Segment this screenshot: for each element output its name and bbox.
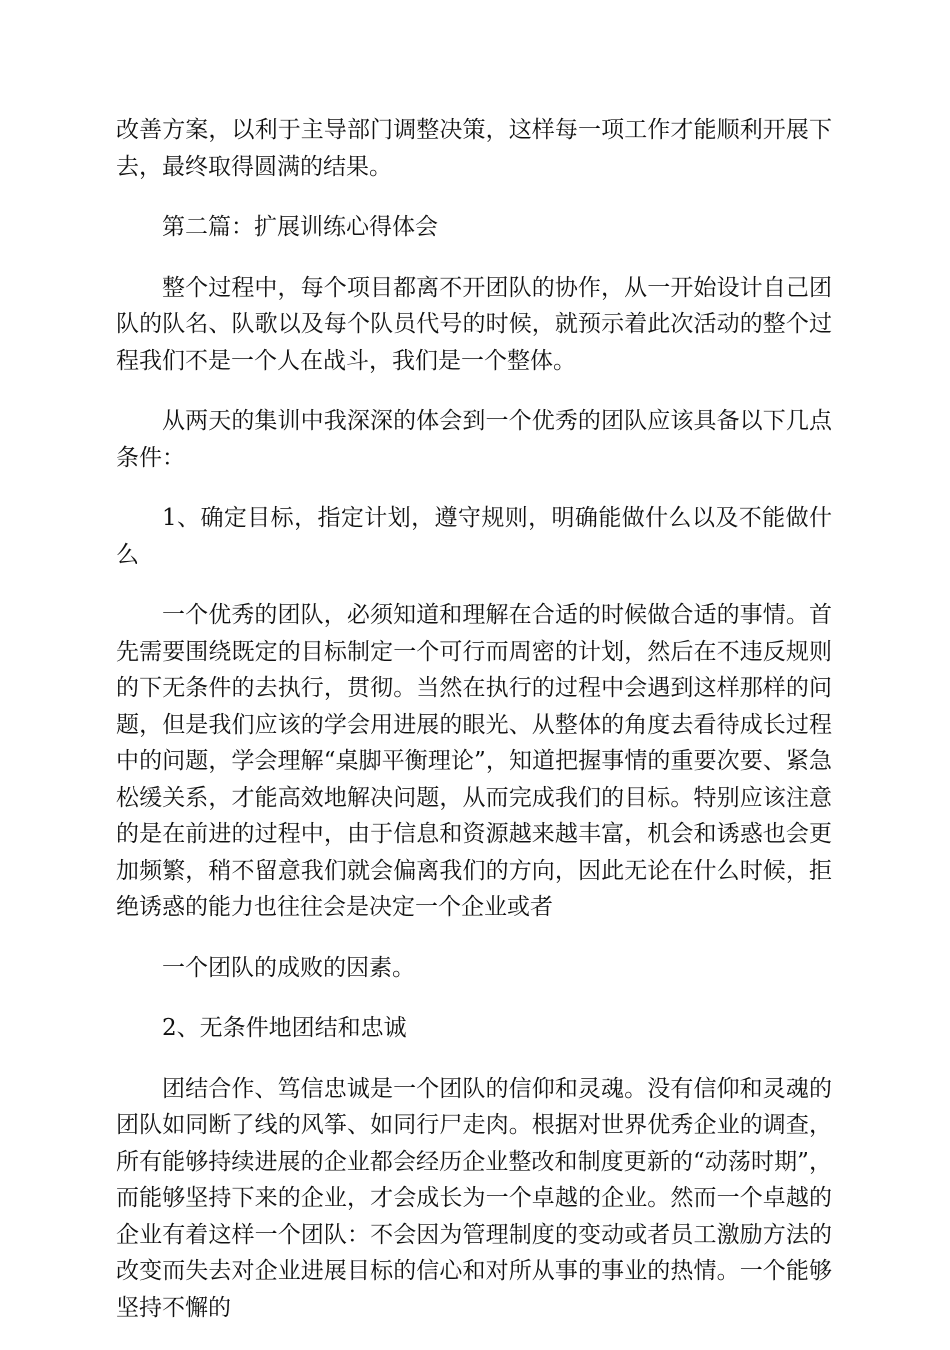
paragraph-intro: 整个过程中，每个项目都离不开团队的协作，从一开始设计自己团队的队名、队歌以及每个队员代号的时候，就预示着此次活动的整个过程我们不是一个人在战斗，我们是一个整体。 xyxy=(116,274,832,374)
section-heading: 第二篇：扩展训练心得体会 xyxy=(162,214,438,240)
paragraph-goals: 一个优秀的团队，必须知道和理解在合适的时候做合适的事情。首先需要围绕既定的目标制定一个可行而周密的计划，然后在不违反规则的下无条件的去执行，贯彻。当然在执行的过程中会遇到这样那样的问题，但是我们应该的学会用进展的眼光、从整体的角度去看待成长过程中的问题，学会理解“桌脚平衡理论”，知道把握事情的重要次要、紧急松缓关系，才能高效地解决问题，从而完成我们的目标。特别应该注意的是在前进的过程中，由于信息和资源越来越丰富，机会和诱惑也会更加频繁，稍不留意我们就会偏离我们的方向，因此无论在什么时候，拒绝诱惑的能力也往往会是决定一个企业或者 xyxy=(116,602,832,920)
paragraph-continuation: 改善方案，以利于主导部门调整决策，这样每一项工作才能顺利开展下去，最终取得圆满的结果。 xyxy=(116,117,832,180)
list-item-2-heading: 2、无条件地团结和忠诚 xyxy=(162,1015,407,1041)
document-body xyxy=(116,112,832,1350)
list-item-1-heading: 1、确定目标，指定计划，遵守规则，明确能做什么以及不能做什么 xyxy=(116,505,832,568)
paragraph-goals-end: 一个团队的成败的因素。 xyxy=(162,954,415,981)
paragraph-unity: 团结合作、笃信忠诚是一个团队的信仰和灵魂。没有信仰和灵魂的团队如同断了线的风筝、如同行尸走肉。根据对世界优秀企业的调查，所有能够持续进展的企业都会经历企业整改和制度更新的“动荡时期”，而能够坚持下来的企业，才会成长为一个卓越的企业。然而一个卓越的企业有着这样一个团队：不会因为管理制度的变动或者员工激励方法的改变而失去对企业进展目标的信心和对所从事的事业的热情。一个能够坚持不懈的 xyxy=(116,1075,832,1321)
paragraph-conditions: 从两天的集训中我深深的体会到一个优秀的团队应该具备以下几点条件： xyxy=(116,408,832,471)
